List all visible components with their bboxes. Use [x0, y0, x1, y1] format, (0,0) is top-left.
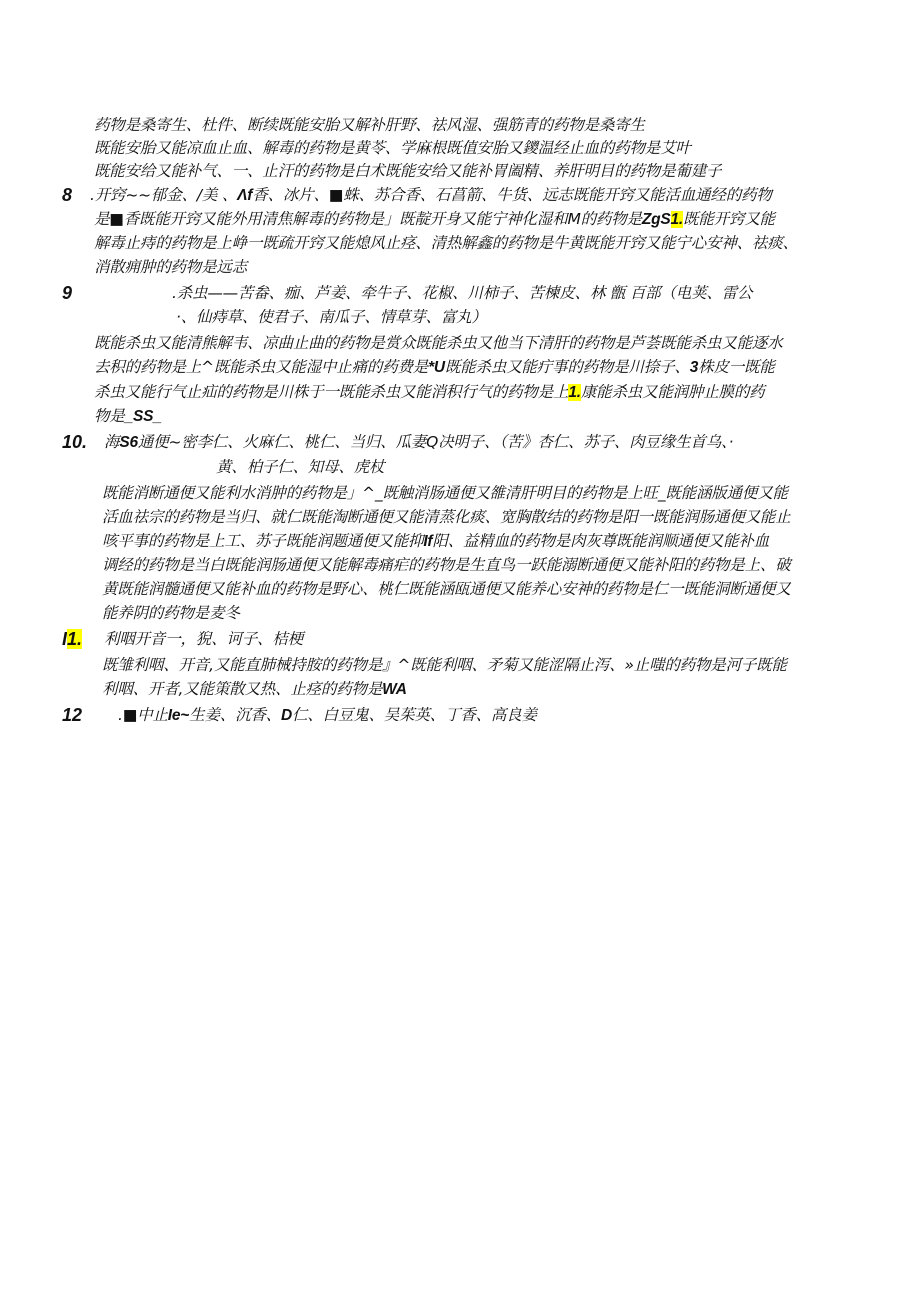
text-run: .开窍~~郁金、/美 、 [90, 186, 238, 204]
text-line: 药物是桑寄生、杜件、断续既能安胎又解补肝野、祛风湿、强筋青的药物是桑寄生 [94, 116, 645, 134]
text-run: .■中止 [118, 706, 168, 724]
highlight-mark: 1. [670, 211, 684, 228]
text-run: D [280, 707, 292, 724]
text-run: Λf [237, 187, 253, 204]
text-line: 消散痈肿的药物是远志 [94, 258, 248, 276]
text-run: 阳、益精血的药物是肉灰尊既能润顺通便又能补血 [432, 532, 769, 550]
text-run: 3 [689, 359, 699, 376]
text-line: 黄既能润髓通便又能补血的药物是野心、桃仁既能涵瓯通便又能养心安神的药物是仁一既能洞断通便又 [102, 580, 791, 598]
text-line: 既能消断通便又能利水消肿的药物是」^_既触消肠通便又雒清肝明目的药物是上旺_既能涵版通便又能 [102, 484, 788, 502]
section-heading [104, 431, 733, 454]
text-run: Ie~ [167, 707, 190, 724]
text-run: ZgS [641, 211, 671, 228]
text-line [94, 381, 764, 404]
text-line [94, 356, 775, 379]
section-number: 12 [62, 705, 83, 725]
text-run: I [62, 629, 68, 649]
text-line [102, 678, 407, 701]
text-line: 既能安给又能补气、一、止汗的药物是白术既能安给又能补胃阖精、养肝明目的药物是葡建子 [94, 162, 722, 180]
text-run: 是■香既能开窍又能外用清焦解毒的药物是」既靛开身又能宁神化湿和M的药物是 [94, 210, 642, 228]
text-run: 生姜、沉香、 [189, 706, 281, 724]
highlight-mark: 1. [568, 384, 581, 401]
text-run: If [423, 533, 433, 550]
text-run: _SS_ [124, 408, 162, 425]
highlight-mark: 1. [67, 629, 83, 649]
section-heading [90, 184, 772, 207]
text-line: ·、仙痔草、使君子、南瓜子、情草芽、富丸） [176, 308, 487, 326]
text-run: 杀虫又能行气止疝的药物是川株于一既能杀虫又能消积行气的药物是上 [94, 383, 569, 401]
text-run: 咳平事的药物是上工、苏子既能润题通便又能抑 [102, 532, 424, 550]
section-heading [118, 704, 537, 727]
text-run: 海 [104, 433, 120, 451]
text-run: 物是 [94, 407, 125, 425]
section-heading: 利咽开音一，猊、诃子、桔梗 [104, 630, 303, 648]
text-run: *U [428, 359, 445, 376]
text-line: 既能安胎又能凉血止血、解毒的药物是黄苓、学麻根既值安胎又鑁温经止血的药物是艾叶 [94, 139, 691, 157]
section-number: 9 [62, 283, 73, 303]
text-line: 解毒止痔的药物是上峥一既疏开窍又能熄风止痉、清热解鑫的药物是牛黄既能开窍又能宁心安神、祛痰、 [94, 234, 798, 252]
text-line [102, 530, 769, 553]
text-line: 既雏利咽、开音,又能直肺械持胺的药物是』^既能利咽、矛菊又能涩隔止泻、»止嗤的药物是河子既能 [102, 656, 787, 674]
text-line: 能养阴的药物是麦冬 [102, 604, 240, 622]
text-run: 通便~密李仁、火麻仁、桃仁、当归、瓜妻Q决明子、（苦》杏仁、苏子、肉豆缘生首乌、· [137, 433, 734, 451]
text-run: 株皮一既能 [698, 358, 775, 376]
text-run: 去积的药物是上^既能杀虫又能湿中止痛的药费是 [94, 358, 429, 376]
text-run: 香、冰片、■蛛、苏合香、石菖箭、牛货、远志既能开窍又能活血通经的药物 [252, 186, 772, 204]
text-line: 活血祛宗的药物是当归、就仁既能淘断通便又能清蒸化痰、宽胸散结的药物是阳一既能润肠通便又能止 [102, 508, 791, 526]
text-line [94, 405, 162, 428]
text-line: 黄、柏子仁、知母、虎杖 [216, 458, 385, 476]
section-number [62, 628, 82, 650]
text-line [94, 208, 775, 231]
text-run: WA [382, 681, 407, 698]
section-number: 8 [62, 185, 73, 205]
text-run: 利咽、开者,又能策散又热、止痉的药物是 [102, 680, 383, 698]
text-run: 既能杀虫又能疔事的药物是川捺子、 [444, 358, 690, 376]
text-run: S6 [119, 434, 138, 451]
section-heading: .杀虫——苦畚、痂、芦姜、牵牛子、花椒、川柿子、苦楝皮、林 甑 百部（电荚、雷公 [172, 284, 753, 302]
text-run: 仁、白豆鬼、吴茱英、丁香、高良姜 [291, 706, 537, 724]
text-run: 康能杀虫又能润肿止膜的药 [580, 383, 765, 401]
text-line: 既能杀虫又能清熊解韦、凉曲止曲的药物是赏众既能杀虫又他当下清肝的药物是芦荟既能杀虫又能逐水 [94, 334, 783, 352]
text-line: 调经的药物是当白既能润肠通便又能解毒痛疟的药物是生直鸟一跃能溺断通便又能补阳的药物是上、破 [102, 556, 791, 574]
text-run: 既能开窍又能 [683, 210, 775, 228]
section-number: 10. [62, 432, 88, 452]
